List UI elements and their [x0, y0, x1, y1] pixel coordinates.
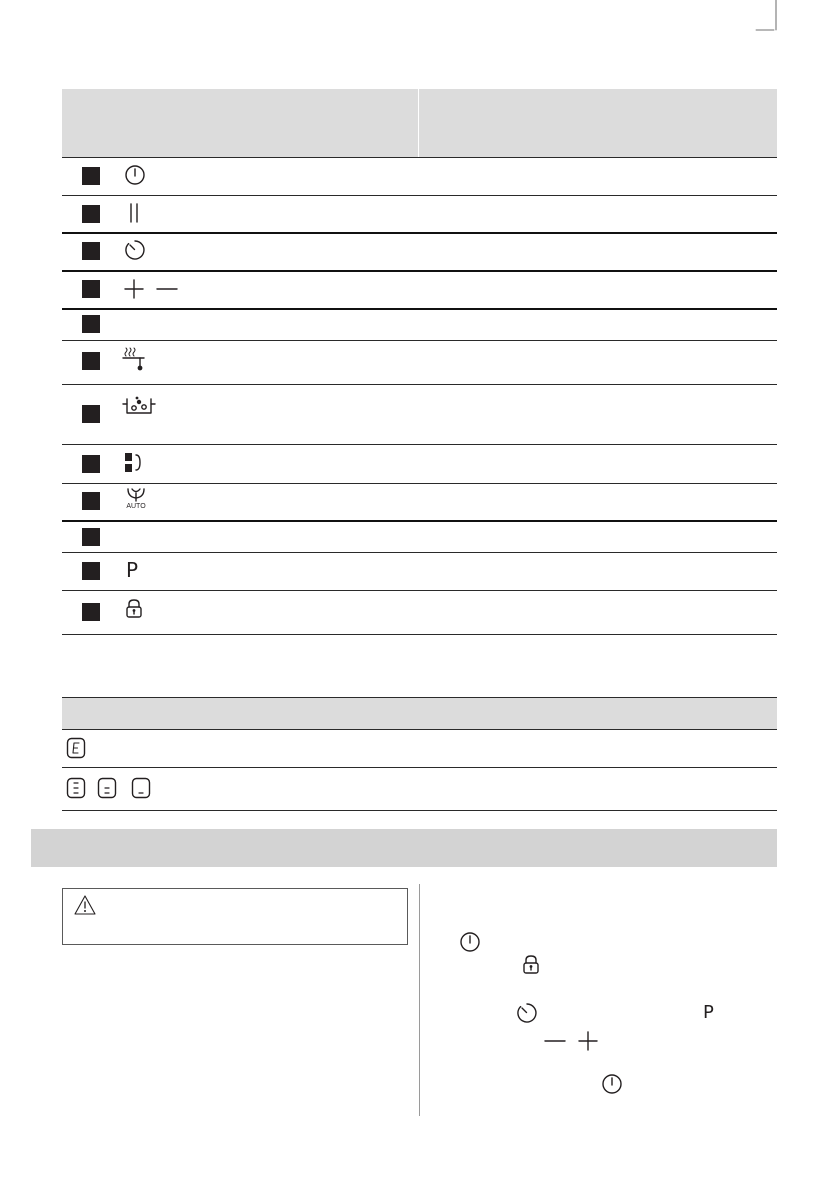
- error-e-display-icon: [66, 737, 86, 759]
- column-divider: [419, 884, 420, 1116]
- section-heading-bar: [31, 829, 777, 867]
- row-divider: [62, 157, 777, 158]
- row-divider: [62, 384, 777, 385]
- row-divider: [62, 729, 777, 730]
- auto-caption: AUTO: [126, 503, 146, 510]
- row-divider: [62, 483, 777, 484]
- row-marker: [82, 352, 100, 370]
- plus-icon: [123, 278, 145, 300]
- keep-warm-icon: [120, 345, 148, 373]
- warning-triangle-icon: [73, 894, 97, 916]
- row-divider: [62, 340, 777, 341]
- row-divider: [62, 634, 777, 635]
- minus-icon: [543, 1030, 567, 1052]
- boil-icon: [119, 393, 159, 419]
- row-marker: [82, 315, 100, 333]
- row-marker: [82, 205, 100, 223]
- bridge-icon: [124, 451, 144, 475]
- row-marker: [82, 405, 100, 423]
- row-marker: [82, 242, 100, 260]
- hob-hood-auto-icon: [124, 487, 148, 503]
- timer-icon: [124, 239, 146, 261]
- row-marker: [82, 455, 100, 473]
- heat-level-mid-display-icon: [97, 777, 117, 799]
- row-marker: [82, 167, 100, 185]
- power-icon: [124, 164, 146, 186]
- row-marker: [82, 603, 100, 621]
- lock-icon: [125, 599, 143, 619]
- row-divider: [62, 810, 777, 811]
- timer-icon: [516, 1002, 538, 1024]
- row-divider: [62, 767, 777, 768]
- row-divider: [62, 697, 777, 698]
- heat-level-low-display-icon: [131, 777, 151, 799]
- power-boost-icon: P: [126, 558, 139, 582]
- power-boost-icon: P: [703, 1002, 714, 1023]
- heat-level-high-display-icon: [66, 777, 86, 799]
- row-divider: [62, 444, 777, 445]
- row-divider: [62, 520, 777, 522]
- row-divider: [62, 590, 777, 591]
- minus-icon: [155, 278, 179, 300]
- row-divider: [62, 195, 777, 196]
- warning-box: [62, 888, 408, 945]
- row-divider: [62, 308, 777, 310]
- power-icon: [459, 931, 481, 953]
- row-marker: [82, 492, 100, 510]
- pause-icon: [128, 202, 140, 224]
- row-marker: [82, 562, 100, 580]
- power-icon: [601, 1073, 623, 1095]
- column-divider: [418, 89, 419, 157]
- lock-icon: [522, 955, 540, 975]
- row-marker: [82, 528, 100, 546]
- row-marker: [82, 280, 100, 298]
- plus-icon: [577, 1030, 599, 1052]
- controls-table-header: [62, 89, 777, 157]
- row-divider: [62, 552, 777, 553]
- display-table-header: [62, 698, 777, 729]
- crop-mark: [756, 0, 816, 40]
- row-divider: [62, 232, 777, 234]
- row-divider: [62, 270, 777, 272]
